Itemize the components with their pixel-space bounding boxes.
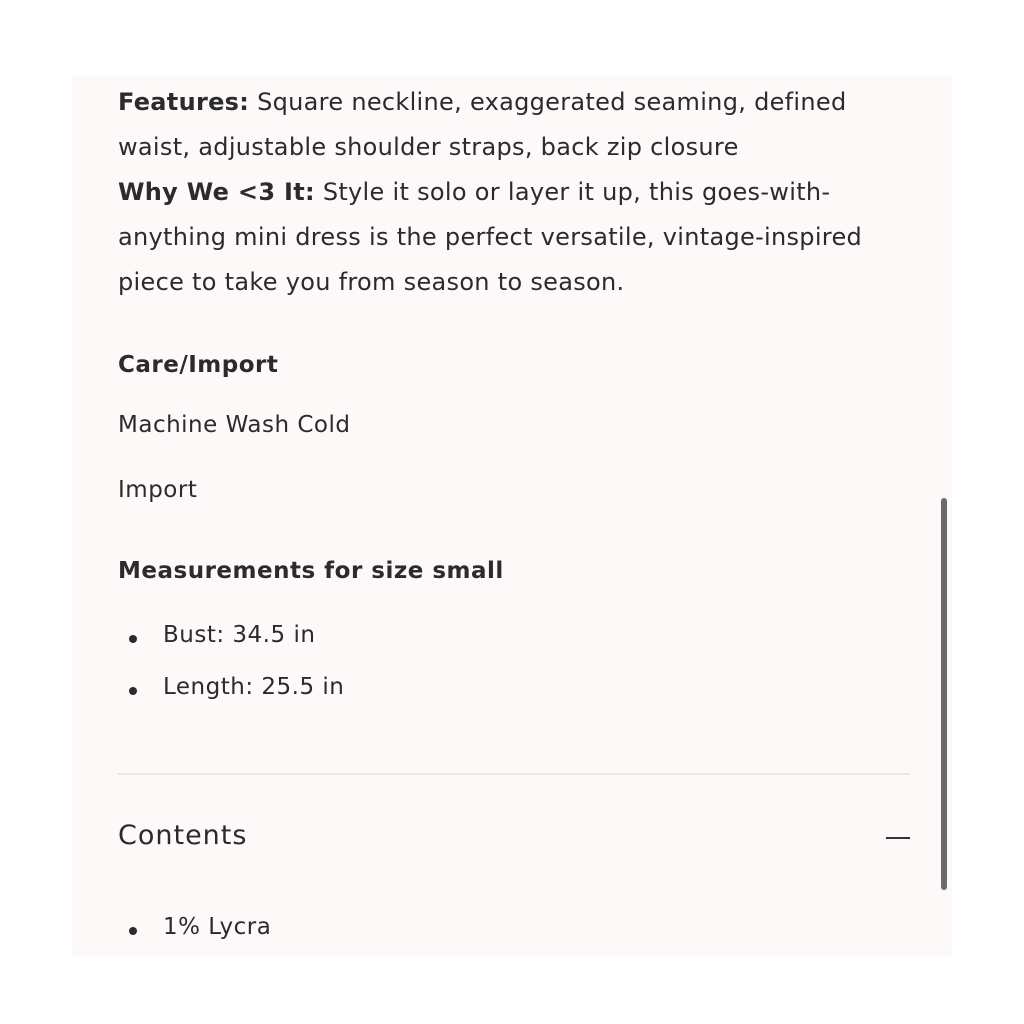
why-label: Why We <3 It: — [118, 178, 315, 206]
care-heading: Care/Import — [118, 352, 279, 378]
list-item: Length: 25.5 in — [118, 674, 908, 700]
minus-icon[interactable] — [886, 837, 910, 839]
contents-list — [118, 914, 908, 940]
care-import: Import — [118, 477, 198, 503]
section-divider — [118, 773, 910, 775]
contents-title: Contents — [118, 820, 248, 851]
list-item: 1% Lycra — [118, 914, 908, 940]
features-paragraph — [118, 80, 908, 305]
measurements-list — [118, 622, 908, 700]
list-item: Bust: 34.5 in — [118, 622, 908, 648]
why-text: Style it solo or layer it up, this goes-with-anything mini dress is the perfect versatile, vintage-inspired piece to take you from season to season. — [118, 178, 863, 296]
measurements-heading: Measurements for size small — [118, 558, 504, 584]
care-wash: Machine Wash Cold — [118, 412, 351, 438]
features-text: Square neckline, exaggerated seaming, defined waist, adjustable shoulder straps, back zip closure — [118, 88, 847, 161]
scrollbar-thumb[interactable] — [941, 498, 947, 890]
product-details-content — [118, 80, 908, 700]
contents-accordion-header[interactable] — [118, 820, 910, 860]
features-label: Features: — [118, 88, 250, 116]
